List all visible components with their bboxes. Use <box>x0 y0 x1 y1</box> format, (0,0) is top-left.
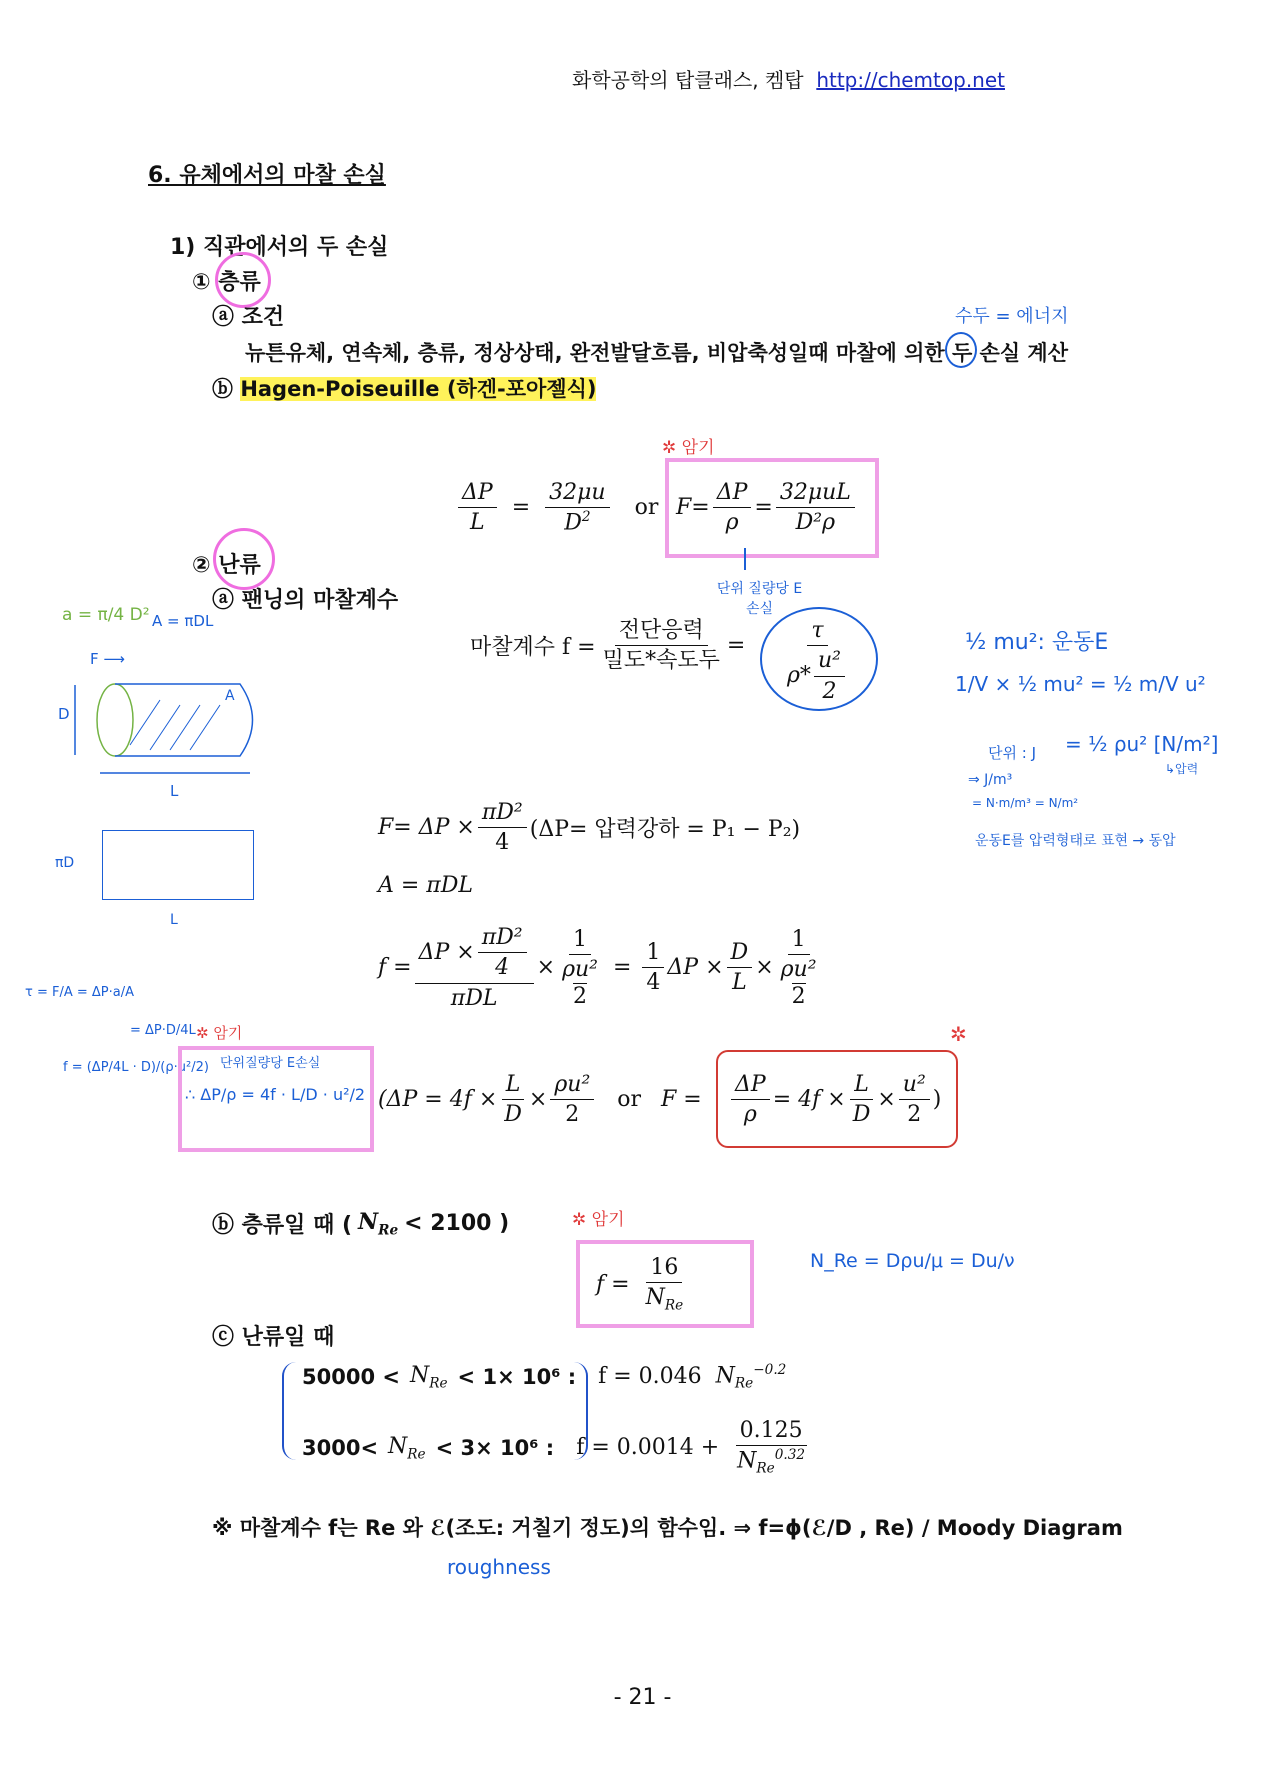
f-derivation: f = ΔP × $\frac{\text{πD²}}{4}$ πDL × 1 ρu² 2 = $\frac{1}{4}$ ΔP × $\frac{D}{L}$ × 1 ρu² 2 <box>378 925 817 1011</box>
rect-sketch <box>102 830 254 900</box>
hp-label: ⓑ <box>212 377 233 401</box>
subsection-title: 1) 직관에서의 두 손실 <box>170 235 389 260</box>
area-equation: A = πDL <box>378 873 474 898</box>
final-equation-2: $\frac{\Delta P}{\rho}$ = 4f × $\frac{L}{D}$ × $\frac{\text{u²}}{2}$ ) <box>728 1072 941 1128</box>
memo-D: D <box>58 705 70 723</box>
left-brace <box>282 1362 296 1460</box>
memo-piD: πD <box>55 855 75 871</box>
hp-rhs: $\frac{32\mu u}{D^2}$ <box>545 480 609 536</box>
hp-equation-2: F= $\frac{\Delta P}{\rho}$ = $\frac{\text{32μuL}}{\text{D²ρ}}$ <box>676 480 858 536</box>
laminar-label: ① 층류 <box>192 270 261 295</box>
force-equation: F= ΔP × $\frac{\text{πD²}}{4}$ (ΔP= 압력강하 = P₁ − P₂) <box>378 800 801 856</box>
memo-dynamic-pressure: 운동E를 압력형태로 표현 → 동압 <box>975 833 1176 849</box>
memo-tau: τ = F/A = ΔP·a/A <box>25 985 134 1000</box>
header-site: 화학공학의 탑클래스, 켐탑 <box>572 68 804 92</box>
turbulent-f-label: ⓒ 난류일 때 <box>212 1325 335 1350</box>
memo-star-1: ✲ 암기 <box>662 438 715 458</box>
final-equation: (ΔP = 4f × $\frac{L}{D}$ × $\frac{\text{ρu²}}{2}$ or F = <box>378 1072 702 1128</box>
memo-F: F ⟶ <box>90 650 125 668</box>
page-number: - 21 - <box>613 1685 672 1710</box>
page-header <box>572 64 1005 93</box>
hp-equation: $\frac{\Delta P}{L}$ = $\frac{32\mu u}{D^2}$ or <box>455 480 680 536</box>
memo-jm3: ⇒ J/m³ <box>968 772 1013 788</box>
turbulent-row-2: 3000< $N_{Re}$ < 3× 10⁶ : f = 0.0014 + $\frac{0.125}{N_{Re}^{0.32}}$ <box>302 1418 806 1478</box>
turbulent-row-1: 50000 < $N_{Re}$ < 1× 10⁶ : f = 0.046 $N_{Re}^{-0.2}$ <box>302 1362 787 1392</box>
memo-L2: L <box>170 912 178 928</box>
tau-fraction: τ ρ* $\frac{\text{u²}}{2}$ <box>780 618 855 704</box>
memo-L: L <box>170 782 179 800</box>
note-text: ※ 마찰계수 f는 Re 와 ℰ(조도: 거칠기 정도)의 함수임. ⇒ f=ϕ(ℰ/D , Re) / Moody Diagram <box>212 1516 1123 1540</box>
memo-nm: = N·m/m³ = N/m² <box>972 796 1079 810</box>
section-title: 6. 유체에서의 마찰 손실 <box>148 163 386 188</box>
laminar-f-equation: f = $\frac{16}{N_{Re}}$ <box>596 1255 684 1314</box>
condition-label: ⓐ 조건 <box>212 305 285 330</box>
header-link[interactable]: http://chemtop.net <box>816 68 1005 92</box>
arrow-line <box>744 548 746 570</box>
condition-text: 뉴튼유체, 연속체, 층류, 정상상태, 완전발달흐름, 비압축성일때 마찰에 의한 두 손실 계산 <box>245 341 1069 365</box>
turbulent-label: ② 난류 <box>192 553 261 578</box>
star-mark: ✲ <box>950 1022 967 1046</box>
memo-kinetic-2: 1/V × ½ mu² = ½ m/V u² <box>955 672 1206 696</box>
memo-nre: N_Re = Dρu/μ = Du/ν <box>810 1250 1015 1272</box>
hp-lhs: $\frac{\Delta P}{L}$ <box>458 480 497 536</box>
memo-star-3: ✲ 암기 <box>572 1210 625 1230</box>
pipe-sketch <box>70 670 270 790</box>
hp-text: Hagen-Poiseuille (하겐-포아젤식) <box>240 377 597 401</box>
memo-A: A = πDL <box>152 612 214 630</box>
laminar-f-label: ⓑ 층류일 때 ( $N_{Re}$ < 2100 ) <box>212 1208 510 1239</box>
memo-tau-2: = ΔP·D/4L <box>130 1023 196 1038</box>
memo-unit-j: 단위 : J <box>988 744 1036 762</box>
memo-head-energy: 수두 = 에너지 <box>955 306 1069 327</box>
memo-A2: A <box>225 688 235 704</box>
memo-kinetic: ½ mu²: 운동E <box>965 630 1109 655</box>
memo-pressure-2: ↳압력 <box>1165 762 1199 776</box>
memo-roughness: roughness <box>447 1555 551 1579</box>
memo-pressure: = ½ ρu² [N/m²] <box>1065 732 1219 756</box>
memo-box-eq: ∴ ΔP/ρ = 4f · L/D · u²/2 <box>185 1085 366 1104</box>
memo-box-title: 단위질량당 E손실 <box>220 1056 321 1071</box>
fanning-label: ⓐ 팬닝의 마찰계수 <box>212 588 399 613</box>
hp-line <box>212 373 596 403</box>
memo-fdef: f = (ΔP/4L · D)/(ρ·u²/2) <box>63 1060 209 1075</box>
head-circle <box>945 332 977 368</box>
memo-area: a = π/4 D² <box>62 605 150 625</box>
friction-definition: 마찰계수 f = $\frac{\text{전단응력}}{\text{밀도*속도두}}$ = <box>470 618 746 674</box>
memo-unit-mass: 단위 질량당 E 손실 <box>716 581 803 617</box>
memo-star-2: ✲ 암기 <box>196 1024 243 1042</box>
